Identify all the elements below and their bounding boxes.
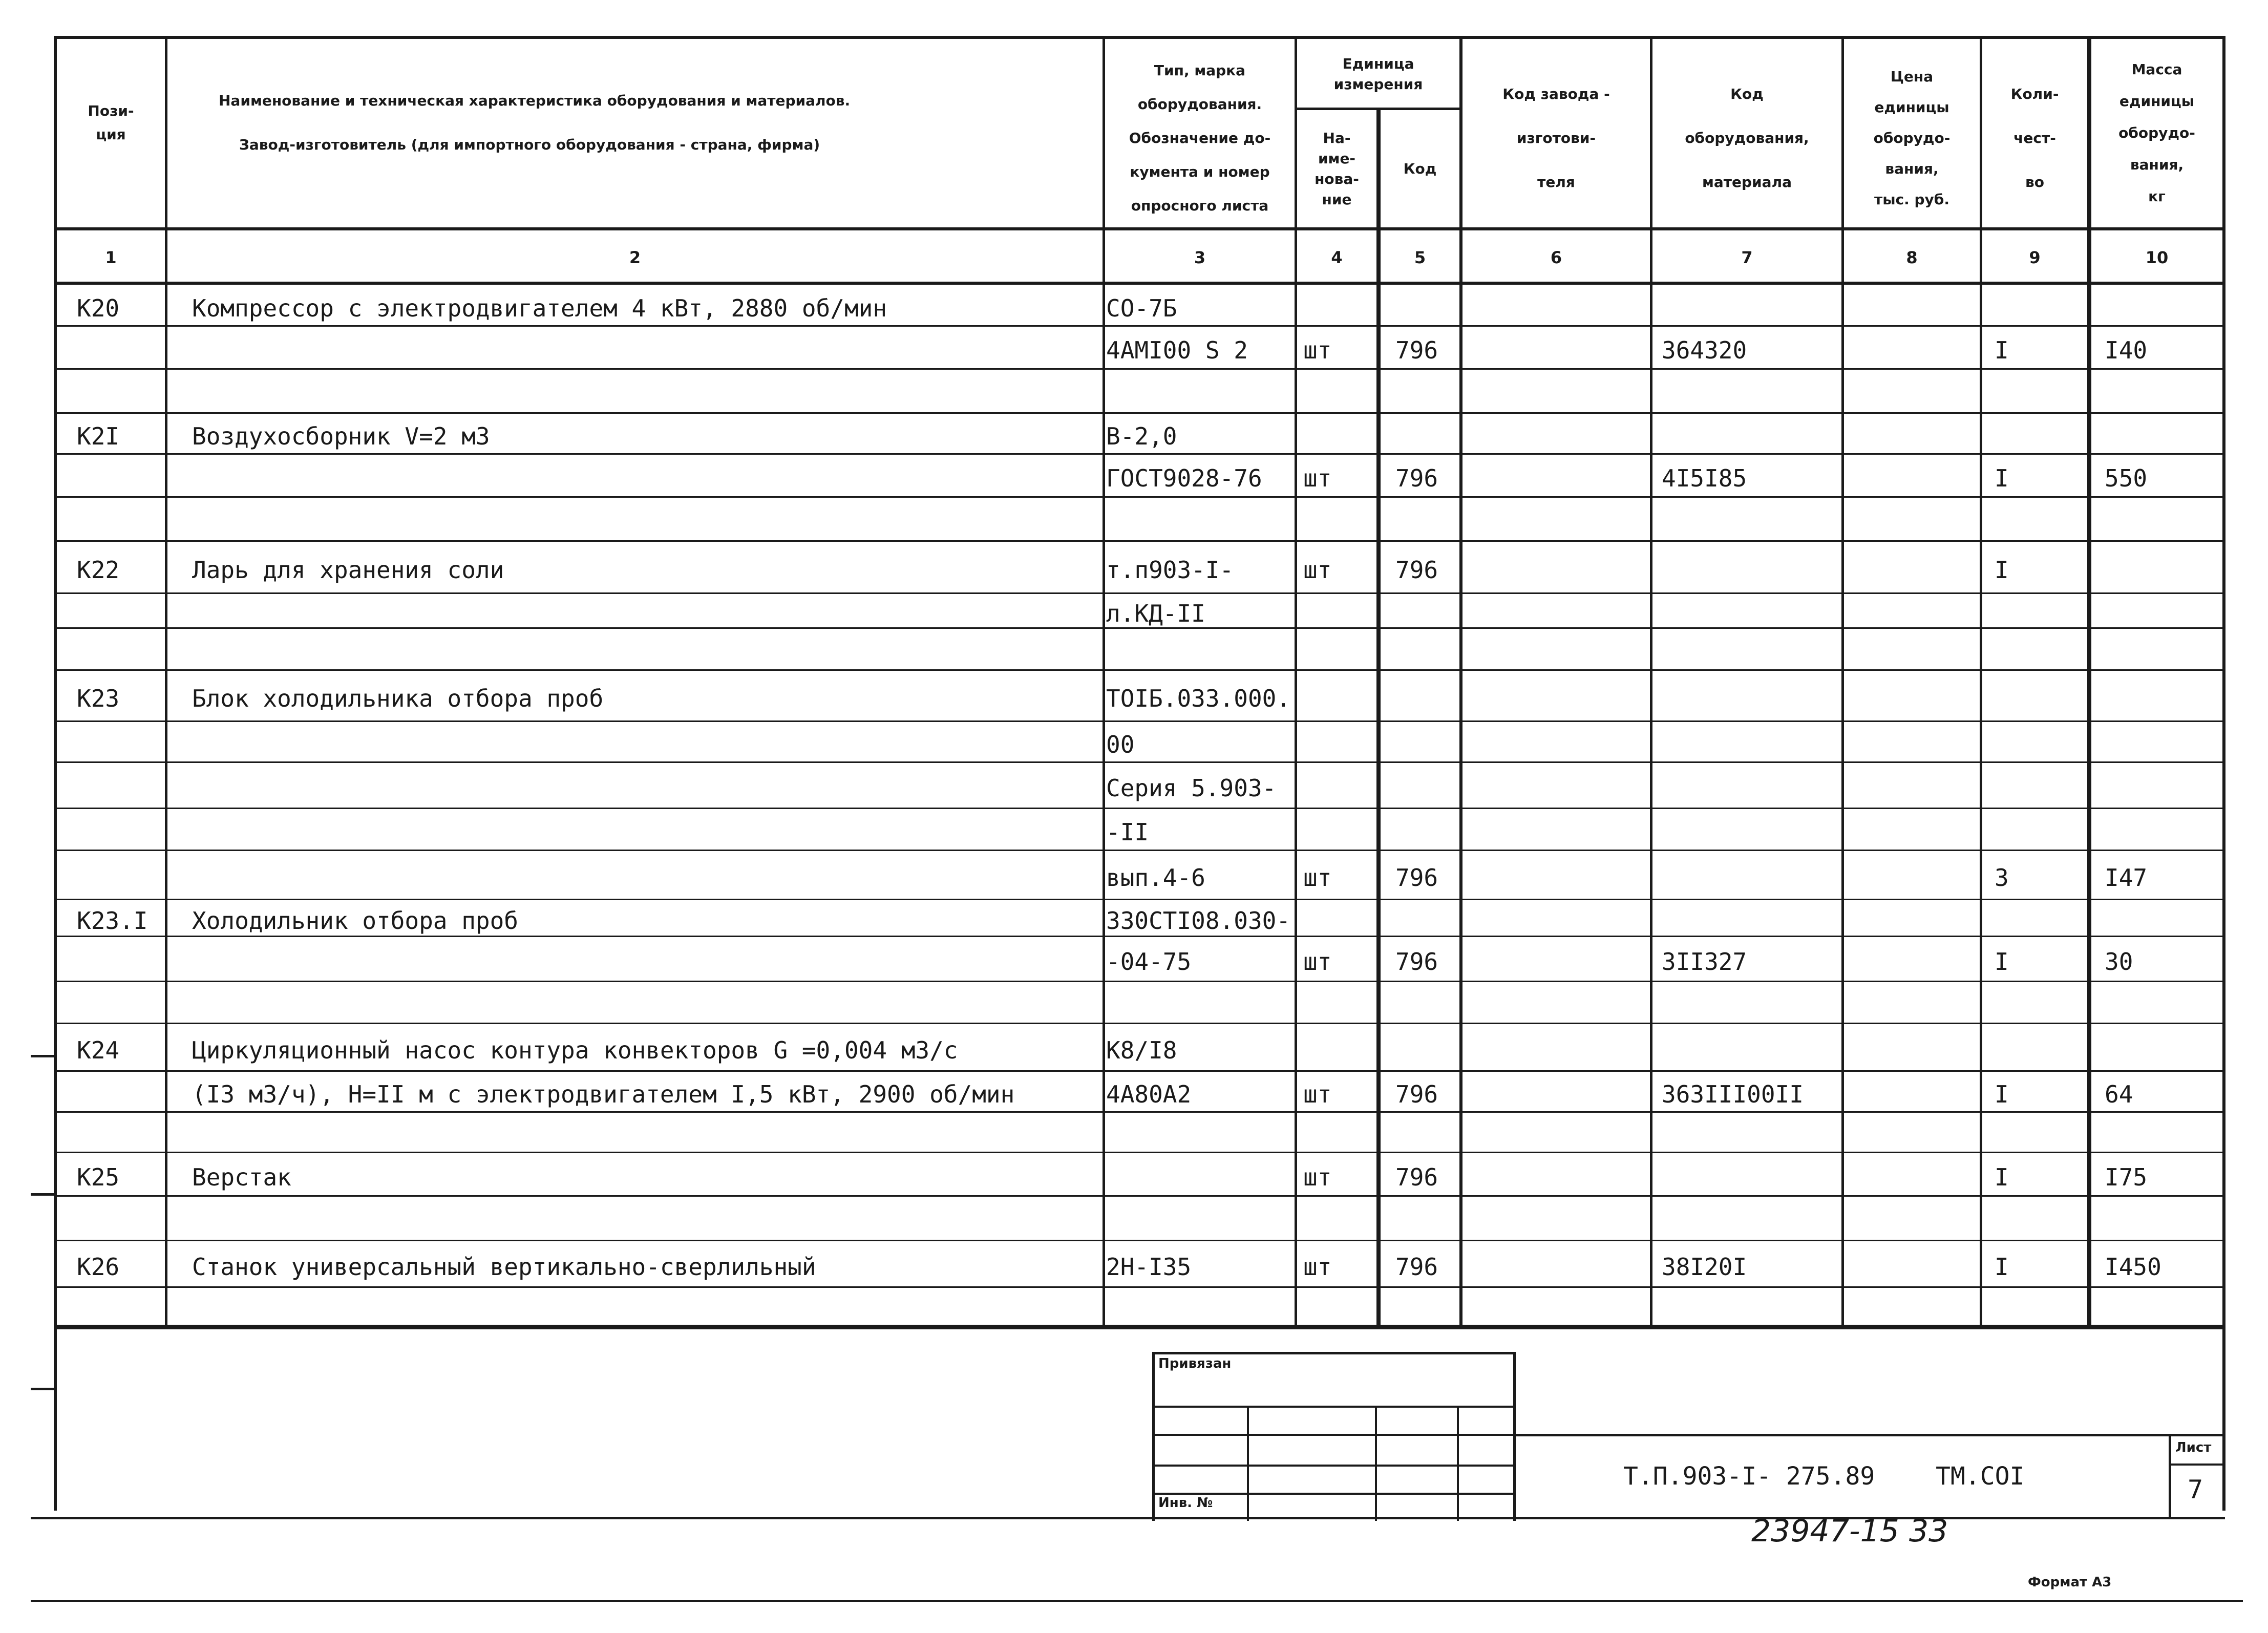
table-cell-pos: К23.I [77, 907, 148, 935]
colnum-3: 3 [1194, 248, 1206, 267]
table-cell-type: Серия 5.903- [1106, 774, 1277, 802]
table-cell-mass: I40 [2105, 336, 2148, 364]
col-line-1 [165, 36, 167, 1326]
table-cell-matcode: 364320 [1662, 336, 1747, 364]
table-cell-code: 796 [1395, 1080, 1438, 1108]
table-cell-type: К8/I8 [1106, 1036, 1177, 1064]
margin-tick-3 [31, 1388, 54, 1390]
stamp-col-c [1457, 1406, 1459, 1521]
table-cell-name: Станок универсальный вертикально-сверлильный [192, 1253, 816, 1281]
table-cell-matcode: 4I5I85 [1662, 464, 1747, 492]
table-cell-type: 330СТI08.030- [1106, 907, 1291, 935]
table-cell-code: 796 [1395, 336, 1438, 364]
table-cell-name: Воздухосборник V=2 м3 [192, 422, 490, 450]
colnum-1: 1 [105, 248, 117, 267]
table-cell-unit: шт [1303, 464, 1332, 492]
table-cell-type: т.п903-I- [1106, 556, 1234, 584]
stamp-inv: Инв. № [1158, 1495, 1213, 1511]
table-cell-unit: шт [1303, 948, 1332, 975]
colnum-10: 10 [2145, 248, 2169, 267]
sheet-number: 7 [2188, 1475, 2203, 1504]
doc-code: Т.П.903-I- 275.89 [1623, 1462, 1875, 1491]
header-col2: Наименование и техническая характеристика оборудования и материалов. Завод-изготовитель (для импортного оборудования - страна, фирма) [219, 92, 851, 153]
row-separator [57, 1240, 2222, 1241]
table-cell-type: ГОСТ9028-76 [1106, 464, 1262, 492]
row-separator [57, 669, 2222, 671]
table-cell-pos: К25 [77, 1163, 120, 1191]
header-col10: Масса единицы оборудо- вания, кг [2118, 61, 2195, 205]
header-col9: Коли- чест- во [2010, 86, 2059, 190]
row-separator [57, 808, 2222, 809]
table-cell-qty: I [1995, 1080, 2009, 1108]
doc-mark: ТМ.СОI [1936, 1462, 2025, 1491]
row-separator [57, 1195, 2222, 1197]
col-line-5 [1459, 36, 1462, 1326]
table-cell-mass: I47 [2105, 864, 2148, 892]
table-cell-mass: I450 [2105, 1253, 2161, 1281]
table-cell-code: 796 [1395, 556, 1438, 584]
table-cell-unit: шт [1303, 336, 1332, 364]
stamp-privyazan: Привязан [1158, 1356, 1232, 1371]
archive-number: 23947-15 33 [1751, 1513, 1948, 1549]
table-cell-qty: I [1995, 948, 2009, 975]
row-separator [57, 981, 2222, 982]
table-cell-name: Циркуляционный насос контура конвекторов G =0,004 м3/с [192, 1036, 958, 1064]
table-cell-unit: шт [1303, 1253, 1332, 1281]
table-cell-pos: К20 [77, 294, 120, 322]
row-separator [57, 1070, 2222, 1072]
title-block-top [1513, 1434, 2225, 1436]
table-cell-code: 796 [1395, 1163, 1438, 1191]
table-cell-name: Блок холодильника отбора проб [192, 685, 604, 712]
header-col6: Код завода - изготови- теля [1502, 86, 1610, 190]
stamp-line-c [1152, 1465, 1516, 1467]
table-cell-qty: 3 [1995, 864, 2009, 892]
sheet-label: Лист [2175, 1440, 2212, 1455]
table-cell-qty: I [1995, 1253, 2009, 1281]
table-cell-unit: шт [1303, 1080, 1332, 1108]
table-cell-pos: К23 [77, 685, 120, 712]
col-line-7 [1841, 36, 1844, 1326]
row-separator [57, 540, 2222, 542]
stamp-left-line [1152, 1352, 1155, 1521]
colnum-8: 8 [1906, 248, 1918, 267]
frame-right [2222, 36, 2225, 1511]
row-separator [57, 1325, 2222, 1326]
unit-header-split [1295, 108, 1459, 110]
table-cell-qty: I [1995, 464, 2009, 492]
colnum-6: 6 [1550, 248, 1562, 267]
row-separator [57, 496, 2222, 498]
table-cell-type: л.КД-II [1106, 600, 1205, 627]
row-separator [57, 850, 2222, 851]
row-separator [57, 720, 2222, 722]
row-separator [57, 412, 2222, 414]
table-cell-unit: шт [1303, 864, 1332, 892]
table-cell-code: 796 [1395, 464, 1438, 492]
row-separator [57, 325, 2222, 327]
margin-tick-2 [31, 1193, 54, 1196]
page-bottom-line [31, 1600, 2243, 1602]
table-cell-code: 796 [1395, 948, 1438, 975]
header-col8: Цена единицы оборудо- вания, тыс. руб. [1873, 68, 1951, 208]
header-col1: Пози- ция [88, 102, 134, 143]
table-cell-type: 4АМI00 S 2 [1106, 336, 1248, 364]
row-separator [57, 1111, 2222, 1113]
table-top-border [54, 36, 2224, 39]
table-cell-type: ТОIБ.033.000. [1106, 685, 1291, 712]
table-cell-type: 2Н-I35 [1106, 1253, 1192, 1281]
table-cell-code: 796 [1395, 864, 1438, 892]
format-label: Формат А3 [2028, 1575, 2112, 1590]
table-cell-type: 00 [1106, 731, 1135, 758]
col-line-3 [1295, 36, 1297, 1326]
table-cell-unit: шт [1303, 556, 1332, 584]
stamp-col-b [1375, 1406, 1377, 1521]
table-cell-mass: 30 [2105, 948, 2133, 975]
header-bottom-border [54, 227, 2224, 230]
table-cell-mass: 64 [2105, 1080, 2133, 1108]
table-cell-name: Компрессор с электродвигателем 4 кВт, 2880 об/мин [192, 294, 887, 322]
table-cell-name: Холодильник отбора проб [192, 907, 518, 935]
header-col4: На- име- нова- ние [1315, 130, 1359, 208]
col-line-6 [1650, 36, 1652, 1326]
table-cell-name: Ларь для хранения соли [192, 556, 504, 584]
table-cell-qty: I [1995, 336, 2009, 364]
table-cell-name: (I3 м3/ч), Н=II м с электродвигателем I,5 кВт, 2900 об/мин [192, 1080, 1015, 1108]
col-line-8 [1980, 36, 1982, 1326]
row-separator [57, 592, 2222, 594]
colnum-bottom-border [54, 282, 2224, 285]
col-line-4 [1376, 108, 1381, 1326]
table-cell-matcode: 38I20I [1662, 1253, 1747, 1281]
row-separator [57, 453, 2222, 455]
colnum-7: 7 [1741, 248, 1753, 267]
sheet-box-left [2169, 1434, 2171, 1518]
header-col3: Тип, марка оборудования. Обозначение до- кумента и номер опросного листа [1129, 62, 1271, 214]
table-cell-qty: I [1995, 1163, 2009, 1191]
table-cell-qty: I [1995, 556, 2009, 584]
stamp-col-a [1247, 1406, 1249, 1521]
stamp-line-d [1152, 1493, 1516, 1495]
table-cell-pos: К22 [77, 556, 120, 584]
row-separator [57, 368, 2222, 370]
table-cell-type: СО-7Б [1106, 294, 1177, 322]
table-cell-type: вып.4-6 [1106, 864, 1205, 892]
table-cell-type: -II [1106, 818, 1149, 846]
sheet-box-mid [2169, 1464, 2225, 1466]
row-separator [57, 1286, 2222, 1288]
colnum-4: 4 [1331, 248, 1343, 267]
stamp-line-a [1152, 1406, 1516, 1408]
table-cell-code: 796 [1395, 1253, 1438, 1281]
table-cell-pos: К24 [77, 1036, 120, 1064]
colnum-2: 2 [629, 248, 641, 267]
row-separator [57, 899, 2222, 900]
row-separator [57, 1023, 2222, 1024]
header-unit-group: Единица измерения [1333, 55, 1423, 93]
stamp-line-b [1152, 1434, 1516, 1436]
row-separator [57, 1152, 2222, 1153]
stamp-right-line [1513, 1352, 1516, 1521]
table-cell-mass: 550 [2105, 464, 2148, 492]
header-col7: Код оборудования, материала [1685, 86, 1809, 190]
col-line-9 [2087, 36, 2091, 1326]
table-cell-unit: шт [1303, 1163, 1332, 1191]
table-cell-name: Верстак [192, 1163, 291, 1191]
stamp-top-line [1152, 1352, 1516, 1354]
table-cell-pos: К2I [77, 422, 120, 450]
table-cell-matcode: 363III00II [1662, 1080, 1804, 1108]
table-cell-type: -04-75 [1106, 948, 1192, 975]
table-cell-pos: К26 [77, 1253, 120, 1281]
table-bottom-border [54, 1326, 2224, 1329]
table-cell-mass: I75 [2105, 1163, 2148, 1191]
table-cell-matcode: 3II327 [1662, 948, 1747, 975]
row-separator [57, 761, 2222, 763]
margin-tick-1 [31, 1055, 54, 1057]
colnum-5: 5 [1414, 248, 1426, 267]
colnum-9: 9 [2029, 248, 2041, 267]
header-col5: Код [1403, 160, 1437, 177]
table-cell-type: 4А80А2 [1106, 1080, 1192, 1108]
col-line-2 [1103, 36, 1105, 1326]
table-cell-type: В-2,0 [1106, 422, 1177, 450]
